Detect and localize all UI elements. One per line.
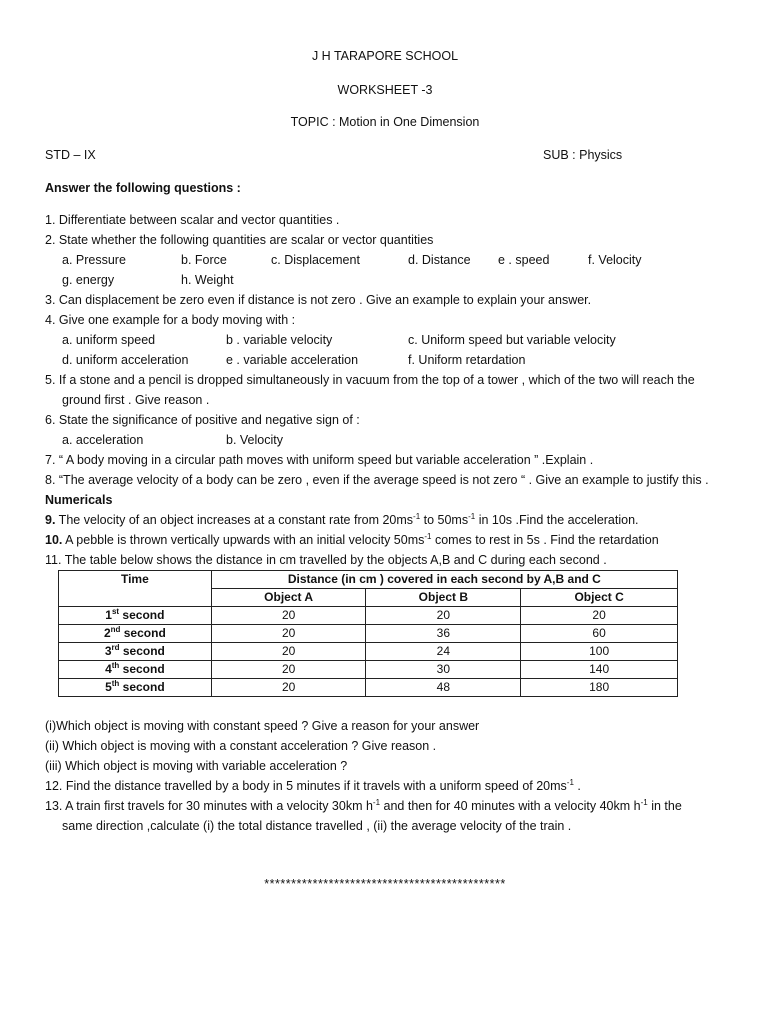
question-8: 8. “The average velocity of a body can be zero , even if the average speed is not zero “ . Give an example to justify this . <box>45 473 709 487</box>
object-a-cell: 20 <box>211 679 366 697</box>
q12-text: 12. Find the distance travelled by a body in 5 minutes if it travels with a uniform speed of 20ms <box>45 779 567 793</box>
object-b-cell: 48 <box>366 679 521 697</box>
q4-option: a. uniform speed <box>62 333 156 347</box>
object-c-cell: 20 <box>521 607 678 625</box>
q9-number: 9. <box>45 513 56 527</box>
ordinal-suffix: th <box>111 661 120 670</box>
topic-line: TOPIC : Motion in One Dimension <box>290 115 480 129</box>
q4-option: f. Uniform retardation <box>408 353 526 367</box>
q9-text: in 10s .Find the acceleration. <box>475 513 639 527</box>
q6-option: b. Velocity <box>226 433 283 447</box>
object-b-cell: 30 <box>366 661 521 679</box>
object-c-cell: 60 <box>521 625 678 643</box>
object-b-cell: 20 <box>366 607 521 625</box>
q13-superscript: -1 <box>640 797 648 807</box>
q13-superscript: -1 <box>372 797 381 807</box>
object-a-header: Object A <box>211 589 366 607</box>
ordinal-suffix: st <box>111 607 120 616</box>
numericals-heading: Numericals <box>45 493 113 507</box>
table-row <box>59 643 678 661</box>
q2-option: f. Velocity <box>588 253 642 267</box>
q10-superscript: -1 <box>424 531 432 541</box>
q2-option: c. Displacement <box>271 253 360 267</box>
object-a-cell: 20 <box>211 643 366 661</box>
object-b-cell: 24 <box>366 643 521 661</box>
question-9 <box>45 510 639 530</box>
q4-option: d. uniform acceleration <box>62 353 189 367</box>
question-11-ii: (ii) Which object is moving with a constant acceleration ? Give reason . <box>45 739 437 753</box>
time-cell <box>59 679 212 697</box>
table-row <box>59 607 678 625</box>
table-row <box>59 625 678 643</box>
question-7: 7. “ A body moving in a circular path moves with uniform speed but variable acceleration ” .Explain . <box>45 453 594 467</box>
q4-option: c. Uniform speed but variable velocity <box>408 333 616 347</box>
q9-superscript: -1 <box>413 511 421 521</box>
subject-label: SUB : Physics <box>543 148 623 162</box>
q12-superscript: -1 <box>566 777 574 787</box>
object-c-cell: 180 <box>521 679 678 697</box>
ordinal-suffix: rd <box>111 643 120 652</box>
object-b-cell: 36 <box>366 625 521 643</box>
time-cell <box>59 643 212 661</box>
time-cell <box>59 625 212 643</box>
question-13-line-1 <box>45 796 682 816</box>
q10-text: comes to rest in 5s . Find the retardation <box>431 533 659 547</box>
worksheet-title: WORKSHEET -3 <box>337 83 433 97</box>
q4-option: e . variable acceleration <box>226 353 359 367</box>
time-label: second <box>119 608 165 622</box>
question-2: 2. State whether the following quantities are scalar or vector quantities <box>45 233 434 247</box>
question-1: 1. Differentiate between scalar and vector quantities . <box>45 213 340 227</box>
q13-text: 13. A train first travels for 30 minutes with a velocity 30km h <box>45 799 373 813</box>
ordinal-suffix: th <box>111 679 120 688</box>
question-11: 11. The table below shows the distance in cm travelled by the objects A,B and C during each second . <box>45 553 607 567</box>
ordinal-number: 5 <box>105 680 112 694</box>
time-label: second <box>119 662 165 676</box>
question-10 <box>45 530 659 550</box>
time-cell <box>59 661 212 679</box>
table-row <box>59 661 678 679</box>
q9-superscript: -1 <box>468 511 476 521</box>
q9-text: to 50ms <box>420 513 469 527</box>
question-5-line-1: 5. If a stone and a pencil is dropped simultaneously in vacuum from the top of a tower , which of the two will reach the <box>45 373 695 387</box>
std-label: STD – IX <box>45 148 96 162</box>
q2-option: a. Pressure <box>62 253 126 267</box>
distance-table <box>58 570 678 697</box>
time-label: second <box>119 680 165 694</box>
instruction-heading: Answer the following questions : <box>45 181 241 195</box>
question-3: 3. Can displacement be zero even if distance is not zero . Give an example to explain your answer. <box>45 293 592 307</box>
time-label: second <box>119 644 165 658</box>
object-a-cell: 20 <box>211 661 366 679</box>
object-a-cell: 20 <box>211 625 366 643</box>
q2-option: d. Distance <box>408 253 471 267</box>
time-cell <box>59 607 212 625</box>
ordinal-number: 2 <box>103 626 111 640</box>
q4-option: b . variable velocity <box>226 333 333 347</box>
time-header: Time <box>59 571 212 607</box>
q2-option: b. Force <box>181 253 227 267</box>
q12-text: . <box>573 779 581 793</box>
q13-text: in the <box>647 799 682 813</box>
question-11-i: (i)Which object is moving with constant speed ? Give a reason for your answer <box>45 719 480 733</box>
q6-option: a. acceleration <box>62 433 144 447</box>
footer-divider: ********************************************* <box>264 877 506 891</box>
distance-header: Distance (in cm ) covered in each second by A,B and C <box>211 571 677 589</box>
table-row <box>59 679 678 697</box>
question-5-line-2: ground first . Give reason . <box>62 393 210 407</box>
q2-option: e . speed <box>498 253 550 267</box>
object-b-header: Object B <box>366 589 521 607</box>
question-11-iii: (iii) Which object is moving with variable acceleration ? <box>45 759 348 773</box>
q2-option: h. Weight <box>181 273 234 287</box>
q10-text: A pebble is thrown vertically upwards with an initial velocity 50ms <box>62 533 425 547</box>
q13-text: and then for 40 minutes with a velocity 40km h <box>380 799 641 813</box>
question-4: 4. Give one example for a body moving with : <box>45 313 296 327</box>
object-a-cell: 20 <box>211 607 366 625</box>
ordinal-number: 3 <box>104 644 112 658</box>
ordinal-number: 4 <box>105 662 112 676</box>
q10-number: 10. <box>45 533 63 547</box>
question-12 <box>45 776 581 796</box>
ordinal-number: 1 <box>105 608 112 622</box>
ordinal-suffix: nd <box>110 625 121 634</box>
q9-text: The velocity of an object increases at a constant rate from 20ms <box>55 513 414 527</box>
object-c-header: Object C <box>521 589 678 607</box>
q2-option: g. energy <box>62 273 115 287</box>
question-13-line-2: same direction ,calculate (i) the total distance travelled , (ii) the average velocity of the train . <box>62 819 572 833</box>
object-c-cell: 100 <box>521 643 678 661</box>
question-6: 6. State the significance of positive and negative sign of : <box>45 413 360 427</box>
table-header-row <box>59 571 678 589</box>
object-c-cell: 140 <box>521 661 678 679</box>
school-name: J H TARAPORE SCHOOL <box>311 49 459 63</box>
time-label: second <box>120 626 166 640</box>
